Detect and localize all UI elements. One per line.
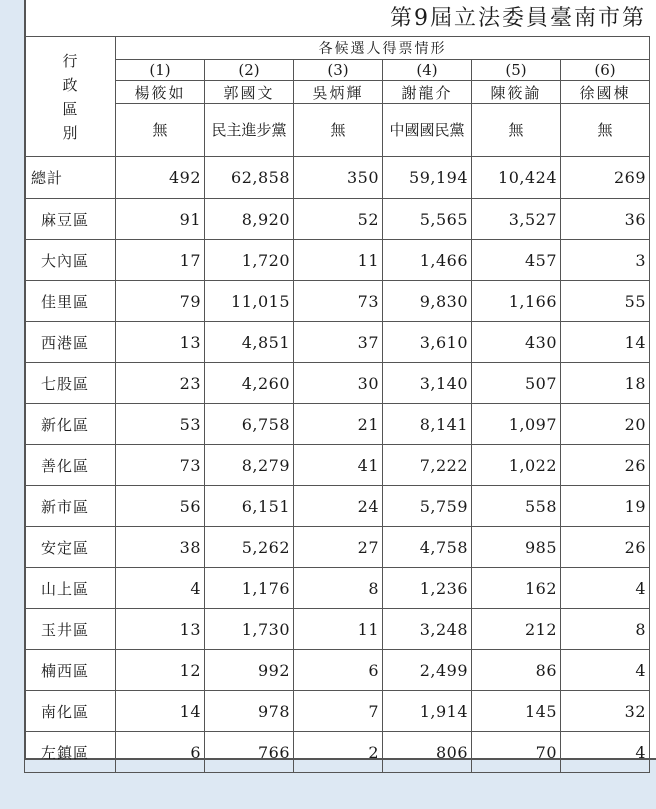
- candidate-name: 陳筱諭: [472, 81, 561, 104]
- region-cell: 西港區: [25, 322, 116, 363]
- region-cell: 安定區: [25, 527, 116, 568]
- vote-count-cell: 3,610: [383, 322, 472, 363]
- vote-count-cell: 91: [116, 199, 205, 240]
- candidate-number: (3): [294, 60, 383, 81]
- table-row: [25, 404, 650, 445]
- vote-count-cell: 1,097: [472, 404, 561, 445]
- table-row: [25, 650, 650, 691]
- vote-count-cell: 4: [561, 732, 650, 773]
- vote-count-cell: 5,759: [383, 486, 472, 527]
- vote-count-cell: 20: [561, 404, 650, 445]
- vote-count-cell: 2: [294, 732, 383, 773]
- region-cell: 佳里區: [25, 281, 116, 322]
- region-header-char: 別: [62, 123, 78, 142]
- vote-count-cell: 5,262: [205, 527, 294, 568]
- candidate-number: (5): [472, 60, 561, 81]
- region-cell: 大內區: [25, 240, 116, 281]
- vote-count-cell: 6,758: [205, 404, 294, 445]
- vote-count-cell: 4: [116, 568, 205, 609]
- region-header-char: 區: [62, 99, 78, 118]
- vote-count-cell: 55: [561, 281, 650, 322]
- table-row: [25, 691, 650, 732]
- vote-count-cell: 14: [116, 691, 205, 732]
- region-header: [25, 37, 116, 157]
- vote-count-cell: 12: [116, 650, 205, 691]
- candidate-name: 郭國文: [205, 81, 294, 104]
- candidate-party: 無: [294, 104, 383, 157]
- table-body: [25, 157, 650, 773]
- vote-count-cell: 1,466: [383, 240, 472, 281]
- vote-count-cell: 19: [561, 486, 650, 527]
- vote-count-cell: 73: [116, 445, 205, 486]
- page-title: 第9屆立法委員臺南市第: [390, 6, 646, 31]
- vote-count-cell: 11: [294, 240, 383, 281]
- vote-count-cell: 79: [116, 281, 205, 322]
- vote-count-cell: 4: [561, 650, 650, 691]
- vote-count-cell: 38: [116, 527, 205, 568]
- vote-count-cell: 3,248: [383, 609, 472, 650]
- region-cell: 玉井區: [25, 609, 116, 650]
- candidate-name: 徐國棟: [561, 81, 650, 104]
- table-row: [25, 445, 650, 486]
- vote-count-cell: 2,499: [383, 650, 472, 691]
- vote-count-cell: 37: [294, 322, 383, 363]
- vote-count-cell: 7,222: [383, 445, 472, 486]
- vote-count-cell: 13: [116, 322, 205, 363]
- vote-count-cell: 4,260: [205, 363, 294, 404]
- candidate-party: 無: [472, 104, 561, 157]
- vote-count-cell: 558: [472, 486, 561, 527]
- table-row-total: [25, 157, 650, 199]
- vote-count-cell: 41: [294, 445, 383, 486]
- vote-count-cell: 1,720: [205, 240, 294, 281]
- vote-count-cell: 985: [472, 527, 561, 568]
- vote-count-cell: 350: [294, 157, 383, 199]
- vote-count-cell: 8: [561, 609, 650, 650]
- candidate-party: 中國國民黨: [383, 104, 472, 157]
- region-cell: 山上區: [25, 568, 116, 609]
- vote-count-cell: 6: [116, 732, 205, 773]
- vote-count-cell: 27: [294, 527, 383, 568]
- table-row: [25, 281, 650, 322]
- vote-count-cell: 8,141: [383, 404, 472, 445]
- candidate-number: (1): [116, 60, 205, 81]
- vote-count-cell: 1,914: [383, 691, 472, 732]
- region-cell: 麻豆區: [25, 199, 116, 240]
- vote-count-cell: 5,565: [383, 199, 472, 240]
- vote-count-cell: 1,730: [205, 609, 294, 650]
- vote-count-cell: 86: [472, 650, 561, 691]
- vote-count-cell: 3,527: [472, 199, 561, 240]
- candidate-name: 謝龍介: [383, 81, 472, 104]
- candidate-group-header: 各候選人得票情形: [116, 37, 650, 60]
- candidate-party: 無: [116, 104, 205, 157]
- vote-count-cell: 17: [116, 240, 205, 281]
- vote-count-cell: 26: [561, 527, 650, 568]
- vote-count-cell: 806: [383, 732, 472, 773]
- region-cell: 新化區: [25, 404, 116, 445]
- vote-count-cell: 73: [294, 281, 383, 322]
- region-cell: 左鎮區: [25, 732, 116, 773]
- table-row: [25, 363, 650, 404]
- vote-count-cell: 1,236: [383, 568, 472, 609]
- vote-count-cell: 492: [116, 157, 205, 199]
- vote-count-cell: 62,858: [205, 157, 294, 199]
- vote-count-cell: 56: [116, 486, 205, 527]
- candidate-party: 民主進步黨: [205, 104, 294, 157]
- candidate-number: (6): [561, 60, 650, 81]
- vote-count-cell: 18: [561, 363, 650, 404]
- table-row: [25, 240, 650, 281]
- vote-count-cell: 11,015: [205, 281, 294, 322]
- vote-count-cell: 21: [294, 404, 383, 445]
- vote-count-cell: 992: [205, 650, 294, 691]
- vote-count-cell: 13: [116, 609, 205, 650]
- candidate-party: 無: [561, 104, 650, 157]
- vote-count-cell: 457: [472, 240, 561, 281]
- table-row: [25, 486, 650, 527]
- vote-count-cell: 4,851: [205, 322, 294, 363]
- vote-count-cell: 14: [561, 322, 650, 363]
- vote-count-cell: 269: [561, 157, 650, 199]
- vote-count-cell: 766: [205, 732, 294, 773]
- region-cell: 總計: [25, 157, 116, 199]
- table-row: [25, 199, 650, 240]
- vote-count-cell: 3,140: [383, 363, 472, 404]
- vote-count-cell: 6: [294, 650, 383, 691]
- candidate-name: 吳炳輝: [294, 81, 383, 104]
- table-row: [25, 527, 650, 568]
- vote-count-cell: 9,830: [383, 281, 472, 322]
- vote-count-cell: 23: [116, 363, 205, 404]
- table-row: [25, 322, 650, 363]
- vote-count-cell: 1,022: [472, 445, 561, 486]
- region-cell: 南化區: [25, 691, 116, 732]
- vote-count-cell: 26: [561, 445, 650, 486]
- vote-count-cell: 24: [294, 486, 383, 527]
- vote-count-cell: 6,151: [205, 486, 294, 527]
- vote-count-cell: 11: [294, 609, 383, 650]
- vote-count-cell: 70: [472, 732, 561, 773]
- vote-count-cell: 10,424: [472, 157, 561, 199]
- vote-count-cell: 1,176: [205, 568, 294, 609]
- candidate-number: (2): [205, 60, 294, 81]
- vote-count-cell: 3: [561, 240, 650, 281]
- vote-count-cell: 52: [294, 199, 383, 240]
- vote-count-cell: 507: [472, 363, 561, 404]
- vote-count-cell: 30: [294, 363, 383, 404]
- vote-count-cell: 1,166: [472, 281, 561, 322]
- region-header-char: 行: [62, 51, 78, 70]
- candidate-number: (4): [383, 60, 472, 81]
- region-cell: 七股區: [25, 363, 116, 404]
- vote-count-cell: 4: [561, 568, 650, 609]
- vote-count-cell: 978: [205, 691, 294, 732]
- vote-count-cell: 8: [294, 568, 383, 609]
- vote-count-cell: 36: [561, 199, 650, 240]
- vote-count-cell: 162: [472, 568, 561, 609]
- vote-count-cell: 4,758: [383, 527, 472, 568]
- vote-count-cell: 7: [294, 691, 383, 732]
- vote-table: [24, 36, 650, 773]
- vote-count-cell: 8,920: [205, 199, 294, 240]
- vote-count-cell: 212: [472, 609, 561, 650]
- vote-count-cell: 430: [472, 322, 561, 363]
- table-row: [25, 568, 650, 609]
- table-row: [25, 732, 650, 773]
- vote-count-cell: 145: [472, 691, 561, 732]
- candidate-name: 楊筱如: [116, 81, 205, 104]
- region-cell: 楠西區: [25, 650, 116, 691]
- table-row: [25, 609, 650, 650]
- vote-count-cell: 8,279: [205, 445, 294, 486]
- region-cell: 善化區: [25, 445, 116, 486]
- vote-count-cell: 32: [561, 691, 650, 732]
- region-header-char: 政: [62, 75, 78, 94]
- vote-count-cell: 53: [116, 404, 205, 445]
- region-cell: 新市區: [25, 486, 116, 527]
- vote-count-cell: 59,194: [383, 157, 472, 199]
